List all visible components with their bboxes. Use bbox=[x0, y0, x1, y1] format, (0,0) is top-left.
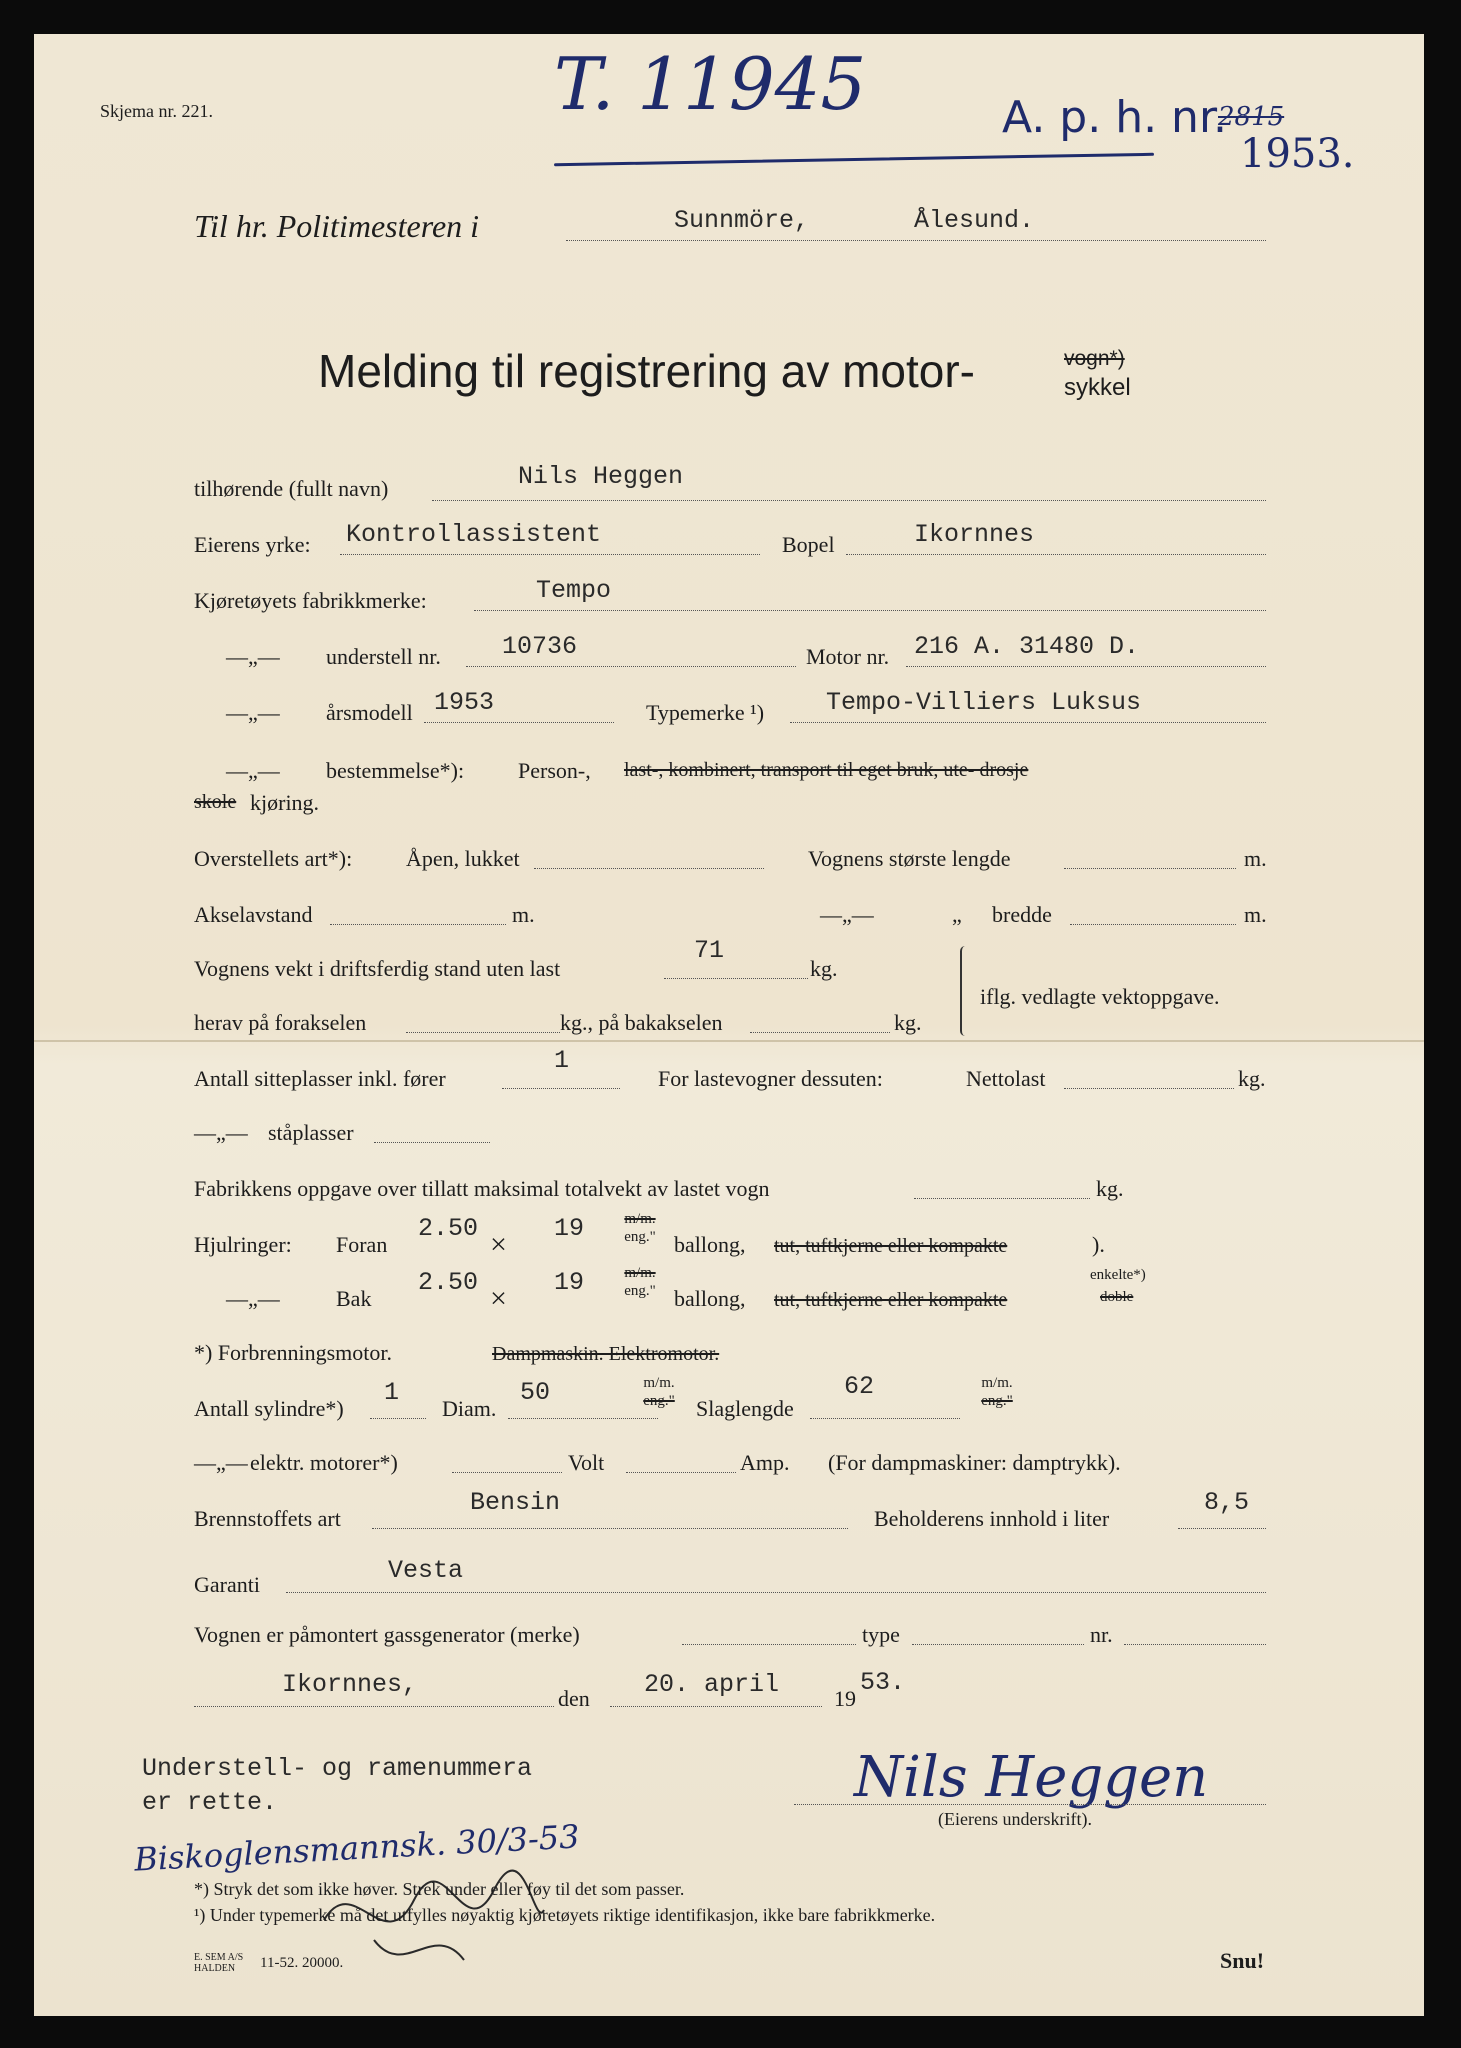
owner-signature: Nils Heggen bbox=[854, 1745, 1209, 1810]
year-prefix: 19 bbox=[834, 1686, 856, 1711]
owner-name: Nils Heggen bbox=[518, 462, 684, 491]
length-unit: m. bbox=[1244, 846, 1267, 871]
diam-line bbox=[508, 1418, 658, 1419]
recipient-line bbox=[566, 240, 1266, 241]
standing-line bbox=[374, 1142, 490, 1143]
engine-struck-options: Dampmaskin. Elektromotor. bbox=[492, 1343, 720, 1365]
front-tire-diam: 19 bbox=[554, 1214, 585, 1243]
owner-name-label: tilhørende (fullt navn) bbox=[194, 476, 389, 501]
title-option-struck: vogn*) bbox=[1064, 347, 1125, 370]
fuel-label: Brennstoffets art bbox=[194, 1506, 341, 1531]
cylinders-label: Antall sylindre*) bbox=[194, 1396, 344, 1421]
rear-axle-unit: kg. bbox=[894, 1010, 922, 1035]
residence-label: Bopel bbox=[782, 532, 835, 557]
ditto-mark: —„— bbox=[820, 902, 874, 927]
diam-value: 50 bbox=[520, 1378, 551, 1407]
ditto-mark: —„— bbox=[194, 1120, 248, 1145]
max-weight-unit: kg. bbox=[1096, 1176, 1124, 1201]
rear-axle-line bbox=[750, 1032, 890, 1033]
tank-value: 8,5 bbox=[1204, 1488, 1250, 1517]
cylinders-line bbox=[370, 1418, 426, 1419]
residence-line bbox=[846, 554, 1266, 555]
amp-line bbox=[626, 1472, 736, 1473]
net-load-unit: kg. bbox=[1238, 1066, 1266, 1091]
place-line bbox=[194, 1706, 554, 1707]
footnote-star: *) Stryk det som ikke høver. Strek under eller føy til det som passer. bbox=[194, 1879, 685, 1899]
front-balloon: ballong, bbox=[674, 1232, 746, 1257]
body-type-value: Åpen, lukket bbox=[406, 846, 520, 871]
signature-place: Ikornnes, bbox=[282, 1670, 418, 1699]
owner-signature-line bbox=[794, 1804, 1266, 1805]
rear-tire-label: Bak bbox=[336, 1286, 372, 1311]
volt-label: Volt bbox=[568, 1450, 605, 1475]
purpose-end: kjøring. bbox=[250, 790, 320, 815]
stroke-unit-mm: m/m. bbox=[981, 1375, 1013, 1391]
seats-line bbox=[502, 1088, 620, 1089]
diam-label: Diam. bbox=[442, 1396, 497, 1421]
front-tire-width: 2.50 bbox=[418, 1214, 479, 1243]
fuel-line bbox=[372, 1528, 848, 1529]
double-tires-struck: doble bbox=[1100, 1289, 1134, 1305]
diam-unit-eng: eng." bbox=[643, 1393, 675, 1409]
gas-type-label: type bbox=[862, 1622, 900, 1647]
front-tire-unit bbox=[610, 1210, 670, 1246]
body-type-line bbox=[534, 868, 764, 869]
net-load-label: Nettolast bbox=[966, 1066, 1046, 1091]
rear-struck-options: tut, tuftkjerne eller kompakte bbox=[774, 1289, 1008, 1311]
rear-tire-diam: 19 bbox=[554, 1268, 585, 1297]
front-unit-eng: eng." bbox=[624, 1229, 656, 1245]
recipient-district: Sunnmöre, bbox=[674, 206, 810, 235]
electric-label: elektr. motorer*) bbox=[250, 1450, 398, 1475]
insurance-label: Garanti bbox=[194, 1572, 260, 1597]
ditto-mark: —„— bbox=[226, 644, 280, 669]
make-label: Kjøretøyets fabrikkmerke: bbox=[194, 588, 427, 613]
diam-unit-mm: m/m. bbox=[643, 1375, 675, 1391]
width-label: bredde bbox=[992, 902, 1052, 927]
year-handwritten: 1953. bbox=[1240, 131, 1355, 177]
max-weight-label: Fabrikkens oppgave over tillatt maksimal totalvekt av lastet vogn bbox=[194, 1176, 770, 1201]
fuel-value: Bensin bbox=[470, 1488, 561, 1517]
ditto-mark: —„— bbox=[226, 1286, 280, 1311]
cylinders-value: 1 bbox=[384, 1378, 400, 1407]
combustion-label: *) Forbrenningsmotor. bbox=[194, 1340, 392, 1365]
ditto-mark: —„— bbox=[226, 758, 280, 783]
make-line bbox=[474, 610, 1266, 611]
wheelbase-line bbox=[330, 924, 506, 925]
max-weight-line bbox=[914, 1198, 1090, 1199]
tank-label: Beholderens innhold i liter bbox=[874, 1506, 1110, 1531]
width-line bbox=[1070, 924, 1236, 925]
aph-number: 2815 bbox=[1218, 102, 1285, 132]
volt-line bbox=[452, 1472, 562, 1473]
diam-unit bbox=[624, 1374, 694, 1410]
occupation-label: Eierens yrke: bbox=[194, 532, 311, 557]
front-axle-label: herav på forakselen bbox=[194, 1010, 367, 1035]
length-label: Vognens største lengde bbox=[808, 846, 1011, 871]
freight-label: For lastevogner dessuten: bbox=[658, 1066, 883, 1091]
recipient-city: Ålesund. bbox=[914, 206, 1035, 235]
date-line bbox=[610, 1706, 822, 1707]
times-sign: × bbox=[490, 1228, 507, 1261]
seats-value: 1 bbox=[554, 1046, 570, 1075]
form-page bbox=[34, 34, 1424, 2016]
insurance-line bbox=[286, 1592, 1266, 1593]
wheelbase-unit: m. bbox=[512, 902, 535, 927]
quote-mark: „ bbox=[952, 902, 962, 927]
engine-label: Motor nr. bbox=[806, 644, 890, 669]
weight-value: 71 bbox=[694, 936, 725, 965]
gas-generator-line bbox=[682, 1644, 856, 1645]
tires-label: Hjulringer: bbox=[194, 1232, 292, 1257]
type-value: Tempo-Villiers Luksus bbox=[826, 688, 1142, 717]
snu-label: Snu! bbox=[1220, 1948, 1265, 1973]
insurance-value: Vesta bbox=[388, 1556, 464, 1585]
purpose-label: bestemmelse*): bbox=[326, 758, 465, 783]
signature-date: 20. april bbox=[644, 1670, 780, 1699]
purpose-value: Person-, bbox=[518, 758, 591, 783]
times-sign: × bbox=[490, 1282, 507, 1315]
purpose-struck: last-, kombinert, transport til eget bruk, ute- drosje bbox=[624, 759, 1029, 781]
title-option-kept: sykkel bbox=[1064, 374, 1131, 401]
model-year-value: 1953 bbox=[434, 688, 495, 717]
recipient-prefix: Til hr. Politimesteren i bbox=[194, 208, 480, 244]
front-struck-options: tut, tuftkjerne eller kompakte bbox=[774, 1235, 1008, 1257]
owner-name-line bbox=[432, 500, 1266, 501]
rear-tire-width: 2.50 bbox=[418, 1268, 479, 1297]
front-axle-line bbox=[406, 1032, 560, 1033]
print-run: 11-52. 20000. bbox=[260, 1955, 344, 1971]
tank-line bbox=[1178, 1528, 1266, 1529]
rear-axle-label: kg., på bakakselen bbox=[560, 1010, 723, 1035]
inspection-handwritten: Biskoglensmannsk. 30/3-53 bbox=[133, 1817, 581, 1879]
model-year-label: årsmodell bbox=[326, 700, 413, 725]
type-label: Typemerke ¹) bbox=[646, 700, 765, 725]
seats-label: Antall sitteplasser inkl. fører bbox=[194, 1066, 446, 1091]
wheelbase-label: Akselavstand bbox=[194, 902, 313, 927]
inspection-line-1: Understell- og ramenummera bbox=[142, 1754, 533, 1783]
rear-tire-unit bbox=[610, 1264, 670, 1300]
aph-label: A. p. h. nr. bbox=[1002, 92, 1227, 143]
gas-type-line bbox=[912, 1644, 1084, 1645]
residence-value: Ikornnes bbox=[914, 520, 1035, 549]
stroke-unit bbox=[964, 1374, 1030, 1410]
year-suffix: 53. bbox=[860, 1668, 906, 1697]
net-load-line bbox=[1064, 1088, 1234, 1089]
inspection-line-2: er rette. bbox=[142, 1788, 278, 1817]
single-tires: enkelte*) bbox=[1090, 1267, 1146, 1283]
stroke-line bbox=[810, 1418, 960, 1419]
front-unit-struck: m/m. bbox=[624, 1211, 656, 1227]
owner-signature-label: (Eierens underskrift). bbox=[938, 1809, 1092, 1829]
occupation-value: Kontrollassistent bbox=[346, 520, 602, 549]
width-unit: m. bbox=[1244, 902, 1267, 927]
model-year-line bbox=[424, 722, 614, 723]
standing-label: ståplasser bbox=[268, 1120, 354, 1145]
purpose-struck-2: skole bbox=[194, 791, 237, 813]
ditto-mark: —„— bbox=[194, 1450, 248, 1475]
gas-nr-line bbox=[1124, 1644, 1266, 1645]
rear-unit-struck: m/m. bbox=[624, 1265, 656, 1281]
body-type-label: Overstellets art*): bbox=[194, 846, 353, 871]
fold-crease bbox=[34, 1040, 1424, 1042]
weight-brace bbox=[960, 946, 970, 1036]
steam-note: (For dampmaskiner: damptrykk). bbox=[828, 1450, 1121, 1475]
amp-label: Amp. bbox=[740, 1450, 790, 1475]
weight-label: Vognens vekt i driftsferdig stand uten last bbox=[194, 956, 561, 981]
handwritten-underline bbox=[554, 153, 1154, 166]
gas-nr-label: nr. bbox=[1090, 1622, 1113, 1647]
footnote-one: ¹) Under typemerke må det utfylles nøyaktig kjøretøyets riktige identifikasjon, ikke bare fabrikkmerke. bbox=[194, 1905, 936, 1925]
gas-generator-label: Vognen er påmontert gassgenerator (merke) bbox=[194, 1622, 580, 1647]
length-line bbox=[1064, 868, 1236, 869]
chassis-label: understell nr. bbox=[326, 644, 441, 669]
printer-mark: E. SEM A/S HALDEN bbox=[194, 1952, 244, 1974]
stroke-unit-eng: eng." bbox=[981, 1393, 1013, 1409]
chassis-line bbox=[466, 666, 796, 667]
engine-line bbox=[906, 666, 1266, 667]
front-tire-label: Foran bbox=[336, 1232, 388, 1257]
stroke-value: 62 bbox=[844, 1372, 875, 1401]
chassis-value: 10736 bbox=[502, 632, 578, 661]
den-label: den bbox=[558, 1686, 590, 1711]
occupation-line bbox=[340, 554, 760, 555]
form-title: Melding til registrering av motor- bbox=[318, 345, 976, 397]
weight-line bbox=[664, 978, 808, 979]
form-number: Skjema nr. 221. bbox=[100, 101, 213, 121]
rear-balloon: ballong, bbox=[674, 1286, 746, 1311]
ditto-mark: —„— bbox=[226, 700, 280, 725]
front-closing: ). bbox=[1092, 1232, 1105, 1257]
rear-unit-eng: eng." bbox=[624, 1283, 656, 1299]
weight-note: iflg. vedlagte vektoppgave. bbox=[980, 984, 1220, 1009]
stroke-label: Slaglengde bbox=[696, 1396, 794, 1421]
file-number-handwritten: T. 11945 bbox=[554, 42, 867, 126]
engine-value: 216 A. 31480 D. bbox=[914, 632, 1140, 661]
make-value: Tempo bbox=[536, 576, 612, 605]
weight-unit: kg. bbox=[810, 956, 838, 981]
type-line bbox=[790, 722, 1266, 723]
